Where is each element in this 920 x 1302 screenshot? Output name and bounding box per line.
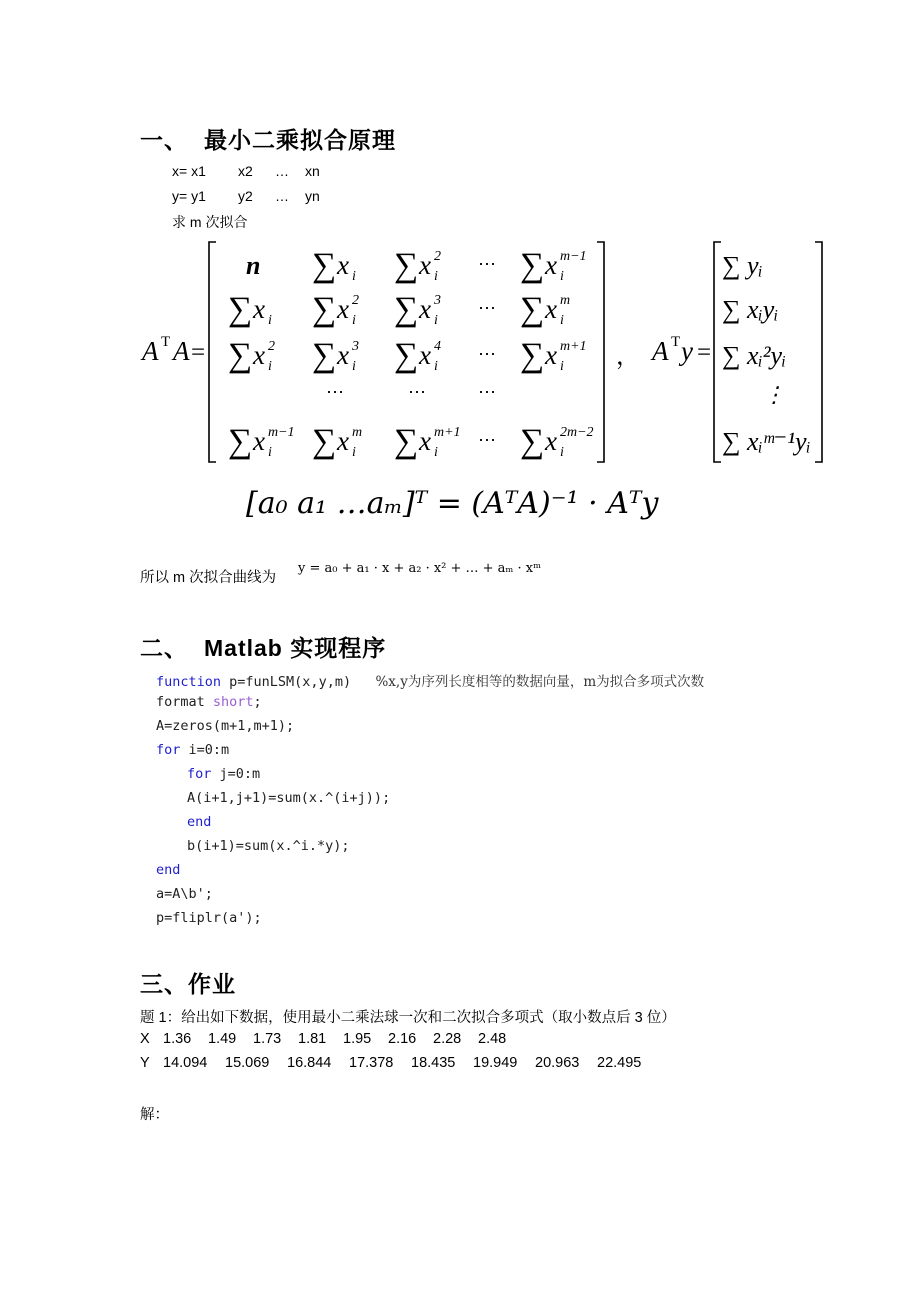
sum-symbol: ∑: [312, 337, 337, 374]
cell-subscript: i: [560, 359, 564, 374]
cell-subscript: i: [268, 445, 272, 460]
sum-symbol: ∑: [312, 423, 337, 460]
code-text: i=0:m: [180, 742, 230, 758]
cell-subscript: i: [434, 269, 438, 284]
cell-subscript: i: [560, 445, 564, 460]
vector-left-bracket: [714, 242, 721, 462]
cell-var: x: [337, 294, 349, 324]
matrix-dots: ⋯: [408, 382, 426, 402]
answer-label: 解：: [140, 1107, 169, 1123]
matrix-lhs-t: T: [161, 334, 171, 350]
sum-symbol: ∑: [394, 423, 419, 460]
matrix-dots: ⋯: [478, 254, 496, 274]
cell-var: x: [337, 340, 349, 370]
x-data-row: [140, 1031, 506, 1047]
fit-label: 求 m 次拟合: [172, 214, 248, 230]
cell-superscript: 4: [434, 339, 441, 354]
code-line-4: [156, 742, 229, 758]
sum-symbol: ∑: [228, 291, 253, 328]
cell-subscript: i: [560, 269, 564, 284]
x-row-item: x= x1: [172, 163, 206, 179]
sum-symbol: ∑: [520, 291, 545, 328]
code-keyword: for: [156, 742, 181, 758]
cell-subscript: i: [352, 313, 356, 328]
code-keyword: for: [187, 766, 212, 782]
cell-var: x: [253, 294, 265, 324]
x-row-item: x2: [238, 163, 253, 179]
matrix-dots: ⋯: [478, 344, 496, 364]
code-line-7: [187, 814, 211, 830]
y-row-item: yn: [305, 188, 320, 204]
matrix-cell: [228, 291, 272, 328]
vector-lhs-a: A: [652, 336, 669, 366]
x-data-value: 1.49: [208, 1031, 237, 1047]
y-data-value: 22.495: [597, 1055, 642, 1071]
vector-cells: [722, 251, 811, 456]
cell-superscript: m−1: [268, 425, 295, 440]
sum-symbol: ∑: [394, 291, 419, 328]
problem-text: 题 1：给出如下数据，使用最小二乘法球一次和二次拟合多项式（取小数点后 3 位）: [140, 1010, 676, 1026]
x-data-value: 2.48: [478, 1031, 507, 1047]
matrix-cell: [520, 247, 587, 284]
x-data-value: 2.16: [388, 1031, 417, 1047]
sum-symbol: ∑: [394, 337, 419, 374]
code-line-9: [156, 862, 180, 878]
cell-var: x: [419, 426, 431, 456]
matrix-cell: [394, 291, 441, 328]
sum-symbol: ∑: [312, 247, 337, 284]
cell-var: x: [545, 294, 557, 324]
x-row-item: xn: [305, 163, 320, 179]
matrix-dots: ⋯: [478, 298, 496, 318]
code-keyword: end: [156, 862, 181, 878]
cell-subscript: i: [352, 359, 356, 374]
x-row: [172, 163, 320, 179]
y-data-row: [140, 1055, 641, 1071]
section1-number: 一、: [140, 127, 188, 153]
vector-lhs-y: y: [681, 336, 693, 366]
section1-heading: [140, 122, 396, 155]
matrix-left-bracket: [209, 242, 216, 462]
cell-subscript: i: [352, 445, 356, 460]
cell-var: x: [419, 340, 431, 370]
y-data-value: 20.963: [535, 1055, 580, 1071]
cell-superscript: m+1: [434, 425, 461, 440]
matrix-cell: [394, 247, 441, 284]
matrix-cells: [228, 247, 594, 460]
sum-symbol: ∑: [312, 291, 337, 328]
section3-heading: 三、作业: [140, 971, 236, 997]
code-text: ;: [253, 694, 262, 710]
x-data-value: 1.73: [253, 1031, 282, 1047]
sum-symbol: ∑: [520, 337, 545, 374]
sum-symbol: ∑: [520, 423, 545, 460]
code-line-1: [156, 670, 704, 690]
normal-equation-matrix: [0, 236, 920, 468]
matrix-cell: [312, 337, 359, 374]
matrix-cell: [394, 423, 461, 460]
solution-equation: [a₀ a₁ …aₘ]ᵀ = (AᵀA)⁻¹ · Aᵀy: [246, 486, 659, 521]
matrix-cell: [520, 337, 587, 374]
matrix-cell: [312, 247, 356, 284]
cell-subscript: i: [560, 313, 564, 328]
cell-subscript: i: [268, 313, 272, 328]
x-data-value: 1.95: [343, 1031, 372, 1047]
sum-symbol: ∑: [394, 247, 419, 284]
vector-cell: ∑ xᵢ²yᵢ: [722, 341, 787, 370]
y-row-item: …: [275, 188, 289, 204]
cell-subscript: i: [434, 313, 438, 328]
cell-subscript: i: [434, 359, 438, 374]
matrix-cell: [312, 291, 359, 328]
x-data-value: 2.28: [433, 1031, 462, 1047]
code-line-8: b(i+1)=sum(x.^i.*y);: [187, 838, 350, 854]
cell-var: x: [337, 426, 349, 456]
x-row-item: …: [275, 163, 289, 179]
code-line-10: a=A\b';: [156, 886, 213, 902]
cell-var: x: [253, 340, 265, 370]
x-data-value: 1.81: [298, 1031, 327, 1047]
cell-var: x: [545, 340, 557, 370]
curve-equation: y = a₀ + a₁ · x + a₂ · x² + … + aₘ · xᵐ: [298, 561, 542, 576]
y-data-value: 18.435: [411, 1055, 456, 1071]
curve-label: 所以 m 次拟合曲线为: [140, 570, 277, 586]
code-comment: %x,y为序列长度相等的数据向量，m为拟合多项式次数: [375, 674, 705, 690]
matrix-dots: ⋯: [478, 382, 496, 402]
sum-symbol: ∑: [228, 423, 253, 460]
matrix-eq: =: [191, 339, 206, 366]
vector-cell: ∑ yᵢ: [722, 251, 763, 280]
y-data-value: 14.094: [163, 1055, 208, 1071]
cell-superscript: 3: [352, 339, 359, 354]
cell-var: x: [419, 294, 431, 324]
code-line-5: [187, 766, 260, 782]
vector-eq: =: [697, 339, 712, 366]
cell-var: x: [253, 426, 265, 456]
code-line-2: [156, 694, 262, 710]
y-data-label: Y: [140, 1055, 150, 1071]
cell-var: x: [545, 426, 557, 456]
matrix-dots: ⋯: [478, 430, 496, 450]
vector-cell: ∑ xᵢᵐ⁻¹yᵢ: [722, 427, 811, 456]
matrix-cell: [228, 337, 275, 374]
y-data-value: 16.844: [287, 1055, 332, 1071]
cell-superscript: 2: [352, 293, 359, 308]
cell-superscript: 3: [434, 293, 441, 308]
code-line-6: A(i+1,j+1)=sum(x.^(i+j));: [187, 790, 391, 806]
code-string: short: [212, 694, 254, 710]
matrix-cell: [520, 291, 570, 328]
vector-cell: ⋮: [763, 382, 785, 407]
matrix-lhs-a: A: [142, 336, 159, 366]
matrix-lhs-a2: A: [173, 336, 190, 366]
section2-title: Matlab 实现程序: [204, 635, 387, 661]
cell-superscript: 2: [268, 339, 275, 354]
code-line-3: A=zeros(m+1,m+1);: [156, 718, 295, 734]
code-keyword: function: [156, 674, 222, 690]
matrix-cell: [394, 337, 441, 374]
cell-superscript: 2m−2: [560, 425, 594, 440]
y-data-value: 17.378: [349, 1055, 394, 1071]
cell-superscript: m: [560, 293, 571, 308]
y-row-item: y= y1: [172, 188, 206, 204]
sum-symbol: ∑: [520, 247, 545, 284]
cell-subscript: i: [268, 359, 272, 374]
vector-lhs-t: T: [671, 334, 681, 350]
matrix-dots: ⋯: [326, 382, 344, 402]
matrix-right-bracket: [597, 242, 604, 462]
matrix-cell: [228, 423, 295, 460]
cell-var: x: [337, 250, 349, 280]
vector-right-bracket: [815, 242, 822, 462]
section2-heading: [140, 630, 386, 663]
matrix-cell: [520, 423, 594, 460]
vector-cell: ∑ xᵢyᵢ: [722, 295, 779, 324]
cell-subscript: i: [352, 269, 356, 284]
y-row-item: y2: [238, 188, 253, 204]
y-row: [172, 188, 320, 204]
matrix-cell-n: n: [246, 251, 261, 280]
x-data-value: 1.36: [163, 1031, 192, 1047]
cell-superscript: m: [352, 425, 363, 440]
y-data-value: 15.069: [225, 1055, 270, 1071]
cell-var: x: [545, 250, 557, 280]
section1-title: 最小二乘拟合原理: [204, 127, 396, 153]
cell-superscript: m+1: [560, 339, 587, 354]
code-text: p=funLSM(x,y,m): [221, 674, 376, 690]
cell-subscript: i: [434, 445, 438, 460]
code-text: j=0:m: [211, 766, 261, 782]
cell-var: x: [419, 250, 431, 280]
cell-superscript: m−1: [560, 249, 587, 264]
cell-superscript: 2: [434, 249, 441, 264]
code-keyword: end: [187, 814, 212, 830]
section2-number: 二、: [140, 635, 188, 661]
x-data-label: X: [140, 1031, 150, 1047]
y-data-value: 19.949: [473, 1055, 518, 1071]
sum-symbol: ∑: [228, 337, 253, 374]
matrix-cell: [312, 423, 362, 460]
code-line-11: p=fliplr(a');: [156, 910, 262, 926]
code-text: format: [156, 694, 213, 710]
matrix-comma: ，: [616, 344, 640, 370]
